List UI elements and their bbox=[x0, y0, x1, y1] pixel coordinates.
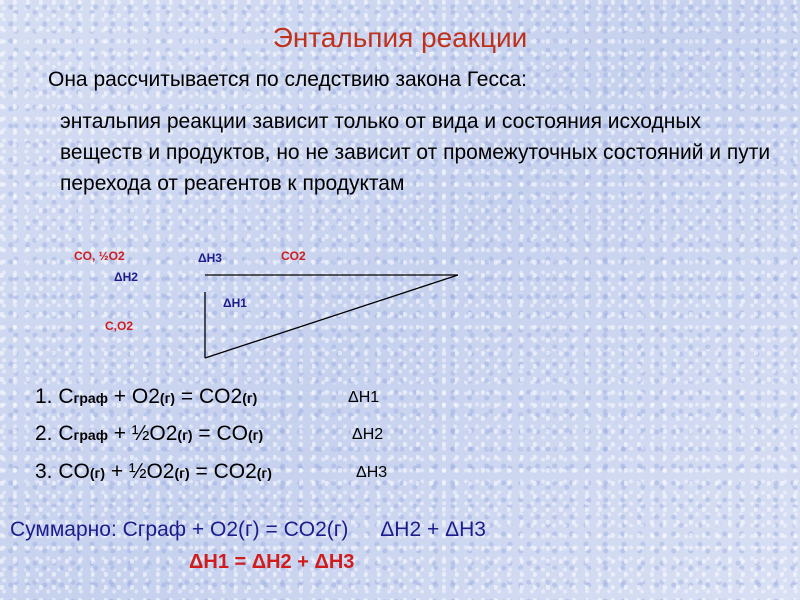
hess-law-statement: энтальпия реакции зависит только от вида и состояния исходных веществ и продуктов, но не зависит от промежуточных состояний и пути перехода от реагентов к продуктам bbox=[60, 110, 771, 195]
equation-2: 2. Cграф + ½O2(г) = CO(г) ΔH2 bbox=[35, 422, 384, 445]
equation-2-dh: ΔH2 bbox=[352, 426, 384, 443]
equation-3-dh: ΔH3 bbox=[356, 464, 388, 481]
diagram-label-dh3: ΔH3 bbox=[198, 251, 222, 265]
diagram-label-dh2: ΔH2 bbox=[114, 270, 138, 284]
diagram-label-dh1: ΔH1 bbox=[223, 296, 247, 310]
summary-result: ΔH1 = ΔH2 + ΔH3 bbox=[189, 551, 355, 573]
diagram-diagonal-line bbox=[205, 275, 458, 358]
summary-dh: ΔH2 + ΔH3 bbox=[380, 518, 486, 541]
equation-1: 1. Cграф + O2(г) = CO2(г) ΔH1 bbox=[35, 385, 380, 408]
summary-line bbox=[10, 518, 486, 542]
equation-3: 3. CO(г) + ½O2(г) = CO2(г) ΔH3 bbox=[35, 460, 388, 483]
diagram-label-c-o2: C,O2 bbox=[105, 319, 134, 333]
intro-text: Она рассчитывается по следствию закона Гесса: bbox=[48, 68, 528, 91]
page-title: Энтальпия реакции bbox=[272, 22, 528, 53]
diagram-label-co2: CO2 bbox=[281, 249, 306, 263]
equation-1-dh: ΔH1 bbox=[348, 389, 380, 406]
diagram-label-co-o2: CO, ½O2 bbox=[74, 249, 125, 263]
summary-label: Суммарно: Сграф + O2(г) = CO2(г) bbox=[10, 518, 349, 541]
